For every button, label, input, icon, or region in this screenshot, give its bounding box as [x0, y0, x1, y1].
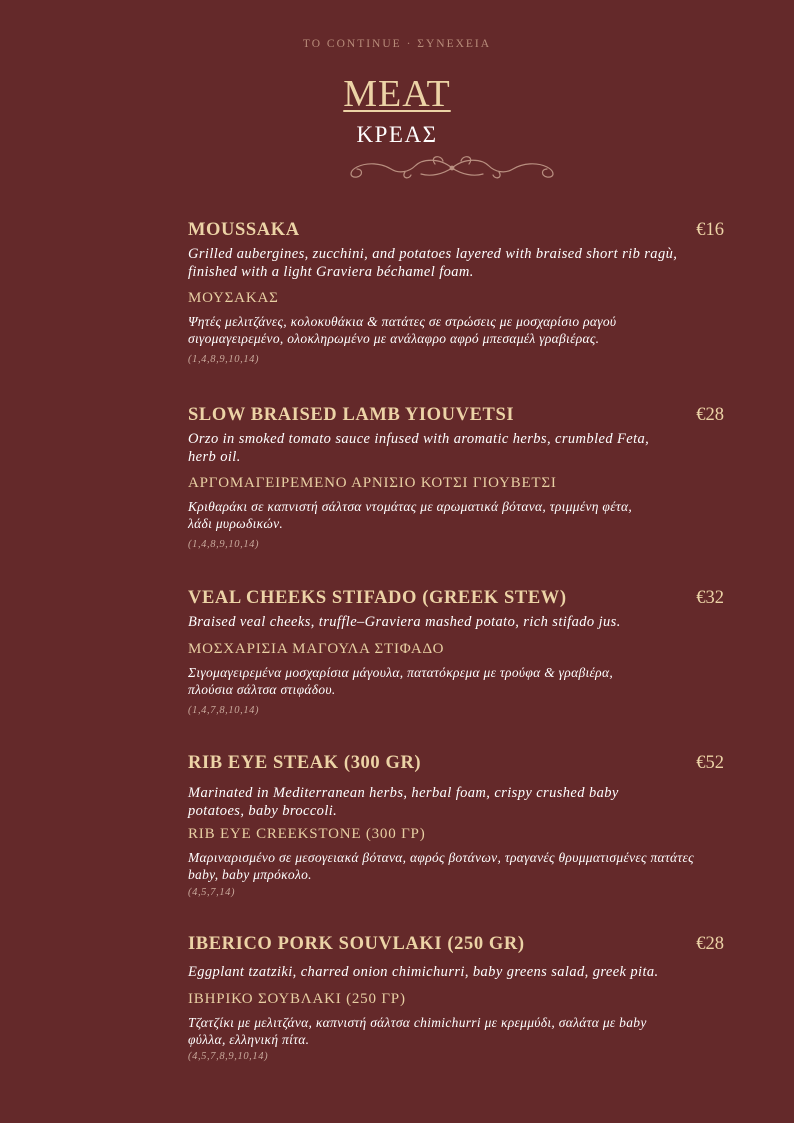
menu-item	[188, 220, 724, 365]
item-greek-name: RIB EYE CREEKSTONE (300 ΓΡ)	[188, 826, 426, 842]
section-subtitle: ΚΡΕΑΣ	[356, 122, 438, 147]
item-allergens: (4,5,7,8,9,10,14)	[188, 1050, 269, 1062]
item-name: RIB EYE STEAK (300 GR)	[188, 753, 422, 773]
item-allergens: (1,4,8,9,10,14)	[188, 354, 260, 365]
item-description: Marinated in Mediterranean herbs, herbal foam, crispy crushed baby potatoes, baby broccoli.	[188, 785, 619, 819]
item-greek-name: ΑΡΓΟΜΑΓΕΙΡΕΜΕΝΟ ΑΡΝΙΣΙΟ ΚΟΤΣΙ ΓΙΟΥΒΕΤΣΙ	[188, 475, 557, 491]
item-greek-name: ΜΟΣΧΑΡΙΣΙΑ ΜΑΓΟΥΛΑ ΣΤΙΦΑΔΟ	[188, 640, 445, 657]
item-price: €16	[696, 220, 724, 240]
menu-item	[188, 753, 724, 898]
item-price: €28	[696, 405, 724, 425]
item-allergens: (1,4,8,9,10,14)	[188, 539, 260, 550]
section-title: MEAT	[343, 73, 451, 115]
continue-note: TO CONTINUE · ΣΥΝΕΧΕΙΑ	[302, 38, 492, 50]
item-allergens: (1,4,7,8,10,14)	[188, 704, 260, 716]
item-name: MOUSSAKA	[188, 220, 300, 240]
menu-item	[188, 934, 724, 1062]
item-allergens: (4,5,7,14)	[188, 887, 236, 898]
item-description: Grilled aubergines, zucchini, and potatoes layered with braised short rib ragù, finished with a light Graviera béchamel foam.	[188, 246, 678, 280]
item-greek-description: Τζατζίκι με μελιτζάνα, καπνιστή σάλτσα chimichurri με κρεμμύδι, σαλάτα με baby φύλλα, ελληνική πίτα.	[188, 1014, 647, 1047]
item-greek-description: Μαριναρισμένο σε μεσογειακά βότανα, αφρός βοτάνων, τραγανές θρυμματισμένες πατάτες baby, baby μπρόκολο.	[188, 850, 694, 882]
menu-item	[188, 405, 724, 550]
menu-item	[188, 588, 724, 716]
item-description: Eggplant tzatziki, charred onion chimichurri, baby greens salad, greek pita.	[188, 964, 659, 980]
item-greek-name: ΜΟΥΣΑΚΑΣ	[188, 290, 279, 306]
item-price: €28	[696, 934, 724, 954]
flourish-divider-icon	[345, 152, 559, 184]
item-name: SLOW BRAISED LAMB YIOUVETSI	[188, 405, 515, 425]
item-greek-description: Ψητές μελιτζάνες, κολοκυθάκια & πατάτες σε στρώσεις με μοσχαρίσιο ραγού σιγομαγειρεμένο, ολοκληρωμένο με ανάλαφρο αφρό μπεσαμέλ γραβιέρας.	[188, 314, 617, 346]
item-greek-description: Κριθαράκι σε καπνιστή σάλτσα ντομάτας με αρωματικά βότανα, τριμμένη φέτα, λάδι μυρωδικών.	[188, 499, 633, 531]
item-price: €32	[696, 588, 724, 608]
item-name: IBERICO PORK SOUVLAKI (250 GR)	[188, 934, 525, 954]
item-price: €52	[696, 753, 724, 773]
item-greek-description: Σιγομαγειρεμένα μοσχαρίσια μάγουλα, πατατόκρεμα με τρούφα & γραβιέρα, πλούσια σάλτσα στιφάδου.	[188, 664, 614, 697]
item-name: VEAL CHEEKS STIFADO (GREEK STEW)	[188, 588, 567, 608]
item-description: Orzo in smoked tomato sauce infused with aromatic herbs, crumbled Feta, herb oil.	[188, 431, 650, 465]
item-greek-name: ΙΒΗΡΙΚΟ ΣΟΥΒΛΑΚΙ (250 ΓΡ)	[188, 990, 406, 1007]
item-description: Braised veal cheeks, truffle–Graviera mashed potato, rich stifado jus.	[188, 614, 621, 630]
